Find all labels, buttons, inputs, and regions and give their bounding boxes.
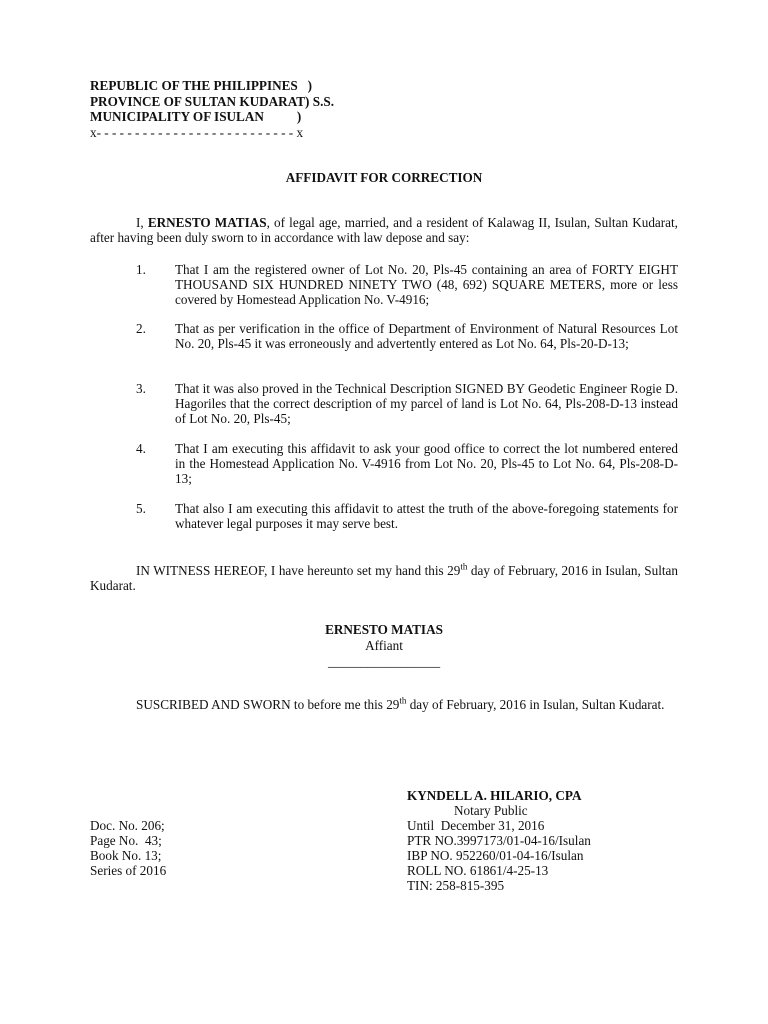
item-number: 4. (136, 441, 146, 456)
notary-ptr: PTR NO.3997173/01-04-16/Isulan (407, 833, 591, 848)
item-text: That I am the registered owner of Lot No. 20, Pls-45 containing an area of FORTY EIGHT THOUSAND SIX HUNDRED NINETY TWO (48, 692) SQUARE METERS, more or less covered by Homestead Application No. V-4916; (175, 262, 678, 307)
affiant-label: Affiant (365, 638, 403, 653)
notary-tin: TIN: 258-815-395 (407, 878, 505, 893)
item-text: That also I am executing this affidavit to attest the truth of the above-foregoing statements for whatever legal purposes it may serve best. (175, 501, 678, 531)
item-number: 1. (136, 262, 146, 277)
item-text: That as per verification in the office of Department of Environment of Natural Resources Lot No. 20, Pls-45 it was erroneously and advertently entered as Lot No. 64, Pls-20-D-13; (175, 321, 678, 351)
list-item-5 (90, 501, 678, 531)
item-text: That it was also proved in the Technical Description SIGNED BY Geodetic Engineer Rogie D. Hagoriles that the correct description of my parcel of land is Lot No. 64, Pls-208-D-13 instead of Lot No. 20, Pls-45; (175, 381, 678, 426)
signature-line: _________________ (327, 654, 441, 669)
caption-rule: x- - - - - - - - - - - - - - - - - - - - - - - - - - x (90, 124, 304, 140)
doc-info-block (90, 818, 290, 878)
notary-name: KYNDELL A. HILARIO, CPA (407, 788, 582, 803)
notary-ibp: IBP NO. 952260/01-04-16/Isulan (407, 848, 584, 863)
caption-municipality: MUNICIPALITY OF ISULAN ) (90, 109, 302, 125)
document-title: AFFIDAVIT FOR CORRECTION (285, 170, 483, 185)
sworn-after: day of February, 2016 in Isulan, Sultan Kudarat. (406, 697, 665, 712)
caption-province: PROVINCE OF SULTAN KUDARAT) S.S. (90, 93, 334, 109)
book-number: Book No. 13; (90, 848, 162, 863)
intro-text: , of legal age, married, and a resident of Kalawag II, Isulan, Sultan Kudarat, after having been duly sworn to in accordance with law depose and say: (90, 215, 678, 245)
sworn-before: SUSCRIBED AND SWORN to before me this 29 (136, 697, 400, 712)
venue-caption (90, 78, 410, 140)
doc-number: Doc. No. 206; (90, 818, 165, 833)
item-text: That I am executing this affidavit to ask your good office to correct the lot numbered entered in the Homestead Application No. V-4916 from Lot No. 20, Pls-45 to Lot No. 64, Pls-208-D-13; (175, 441, 678, 486)
page-number: Page No. 43; (90, 833, 162, 848)
notary-roll: ROLL NO. 61861/4-25-13 (407, 863, 549, 878)
list-item-4 (90, 441, 678, 486)
witness-after: day of February, 2016 in Isulan, Sultan Kudarat. (90, 563, 678, 593)
notary-until: Until December 31, 2016 (407, 818, 545, 833)
caption-republic: REPUBLIC OF THE PHILIPPINES ) (90, 78, 313, 93)
notary-title: Notary Public (454, 803, 528, 818)
witness-paragraph (90, 563, 678, 593)
witness-before: IN WITNESS HEREOF, I have hereunto set my hand this 29 (136, 563, 461, 578)
sworn-paragraph (90, 697, 678, 712)
list-item-1 (90, 262, 678, 307)
list-item-2 (90, 321, 678, 351)
list-item-3 (90, 381, 678, 426)
item-number: 2. (136, 321, 146, 336)
intro-prefix: I, (136, 215, 148, 230)
notary-block (407, 788, 687, 893)
item-number: 5. (136, 501, 146, 516)
affiant-name: ERNESTO MATIAS (325, 622, 443, 637)
series-year: Series of 2016 (90, 863, 167, 878)
intro-paragraph (90, 215, 678, 245)
item-number: 3. (136, 381, 146, 396)
witness-ordinal: th (460, 561, 468, 572)
affiant-name-inline: ERNESTO MATIAS (147, 215, 267, 230)
sworn-ordinal: th (399, 695, 407, 706)
